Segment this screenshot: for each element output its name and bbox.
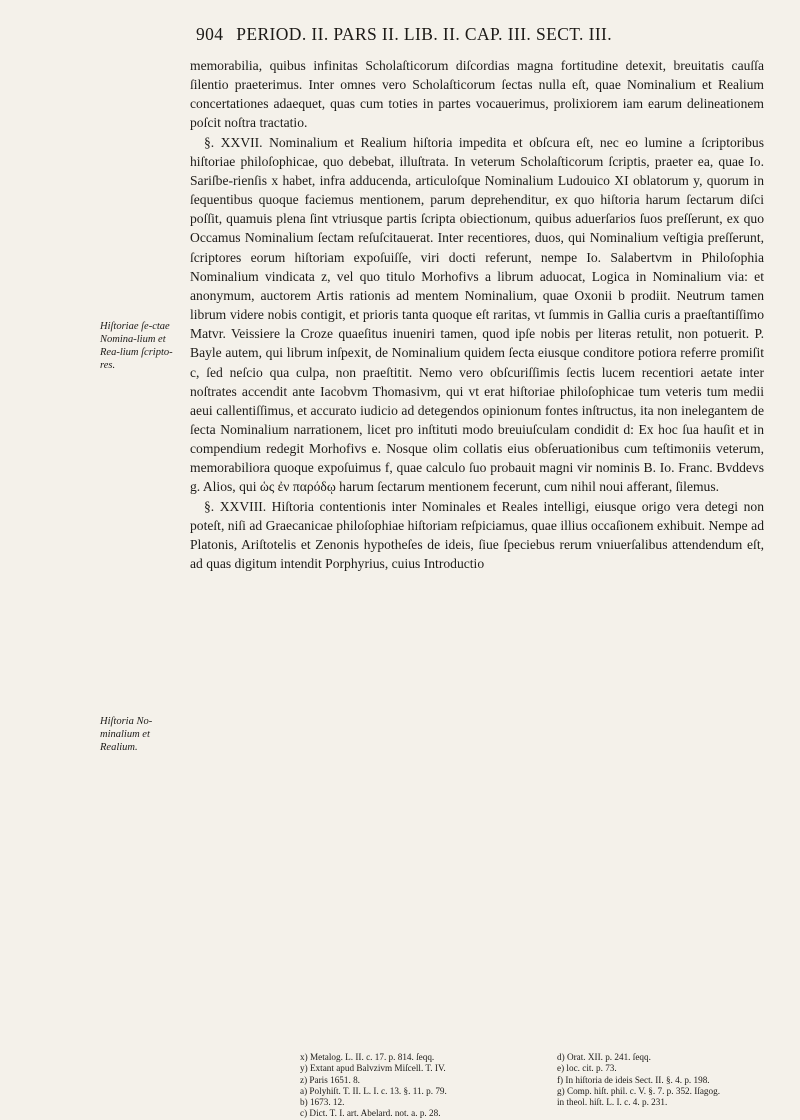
paragraph-section-27: §. XXVII. Nominalium et Realium hiſtoria impedita et obſcura eſt, nec eo lumine a ſcriptoribus hiſtoriae philoſophicae, quo debebat, illuſtrata. In veterum Scholaſticorum ſcriptis, praeter ea, quae Io. Sariſbe-rienſis x habet, infra adducenda, articuloſque Nominalium Ludouico XI oblatorum y, quorum in ſequentibus quoque faciemus mentionem, parum deprehenditur, ex quo hiſtoria harum ſectarum diſci poſſit, quamuis plena ſint vtriusque partis ſcripta obiectionum, quibus aduerſarios ſuos preſſerunt, ex quo Occamus Nominalium ſectam reſuſcitauerat. Inter recentiores, duos, qui Nominalium veſtigia preſſerunt, ſcriptores eorum hiſtoriam expoſuiſſe, viri docti referunt, nempe Io. Salabertvm in Philoſophia Nominalium vindicata z, vel quo titulo Morhofivs a librum aduocat, Logica in Nominalium via: et anonymum, auctorem Artis rationis ad mentem Nominalium, quae Oxonii b prodiit. Neutrum tamen librum videre nobis contigit, et prioris tanta quoque eſt raritas, vt ſummis in Gallia curis a praeſtantiſſimo Matvr. Veissiere la Croze quaeſitus inueniri tamen, quod ipſe nobis per literas retulit, non potuerit. P. Bayle autem, qui librum inſpexit, de Nominalium quidem ſecta eiusque conditore potiora referre promiſit c, ſed neſcio qua culpa, non praeſtitit. Nemo vero obſcuriſſimis ſectis lucem recentiori aetate inter noſtrates accendit ante Iacobvm Thomasivm, qui vt erat hiſtoriae philoſophicae tum veteris tum medii aeui callentiſſimus, et accurato iudicio ad detegendos opinionum fontes inſtructus, ita non inelegantem de ſecta Nominalium narrationem, licet pro inſtituti modo breuiuſculam condidit d: Ex hoc ſua hauſit et in compendium redegit Morhofivs e. Nosque olim collatis eius obſeruationibus cum teſtimoniis veterum, memorabiliora quoque expoſuimus f, quae calculo ſuo probauit magni vir nominis B. Io. Franc. Bvddevs g. Alios, qui ὡς ἐν παρόδῳ harum ſectarum mentionem fecerunt, cum nihil noui afferant, ſilemus. <box>190 134 764 495</box>
footnote-d: d) Orat. XII. p. 241. ſeqq. <box>557 1052 651 1062</box>
footnote-z: z) Paris 1651. 8. <box>300 1074 360 1085</box>
paragraph-section-28: §. XXVIII. Hiſtoria contentionis inter Nominales et Reales intelligi, eiusque origo vera detegi non poteſt, niſi ad Graecanicae philoſophiae hiſtoriam reſpiciamus, quae illius occaſionem exhibuit. Nempe ad Platonis, Ariſtotelis et Zenonis hypotheſes de ideis, ſiue ſpeciebus rerum vniuerſalibus attendendum eſt, ad quas digitum intendit Porphyrius, cuius Introductio <box>190 498 764 572</box>
paragraph-intro: memorabilia, quibus infinitas Scholaſticorum diſcordias magna fortitudine detexit, breuitatis cauſſa ſilentio praeterimus. Inter omnes vero Scholaſticorum ſectas nulla eſt, quae Nominalium et Realium concertationes adaequet, quas cum toties in partes vocauerimus, prolixiorem iam earum delineationem poſcit noſtra tractatio. <box>190 58 764 131</box>
margin-note-writers: Hiſtoriae ſe-ctae Nomina-lium et Rea-lium ſcripto-res. <box>100 321 173 371</box>
margin-note-history: Hiſtoria No-minalium et Realium. <box>100 716 153 753</box>
footnote-b: b) 1673. 12. <box>300 1097 345 1108</box>
footnote-f: f) In hiſtoria de ideis Sect. II. §. 4. p. 198. <box>557 1074 710 1085</box>
footnote-c: c) Dict. T. I. art. Abelard. not. a. p. 28. <box>300 1108 441 1119</box>
footnote-x: x) Metalog. L. II. c. 17. p. 814. ſeqq. <box>300 1052 435 1062</box>
page-header <box>196 24 756 45</box>
footnotes-right <box>557 1052 720 1108</box>
running-title: PERIOD. II. PARS II. LIB. II. CAP. III. SECT. III. <box>236 24 613 44</box>
main-text <box>190 56 764 573</box>
footnote-y: y) Extant apud Balvzivm Miſcell. T. IV. <box>300 1063 446 1074</box>
footnote-g: g) Comp. hiſt. phil. c. V. §. 7. p. 352. Iſagog. <box>557 1085 720 1096</box>
footnote-e: e) loc. cit. p. 73. <box>557 1063 617 1074</box>
footnotes-left <box>300 1052 447 1120</box>
footnote-g-cont: in theol. hiſt. L. I. c. 4. p. 231. <box>557 1097 668 1108</box>
footnote-a: a) Polyhiſt. T. II. L. I. c. 13. §. 11. p. 79. <box>300 1085 447 1096</box>
page-number: 904 <box>196 24 224 44</box>
